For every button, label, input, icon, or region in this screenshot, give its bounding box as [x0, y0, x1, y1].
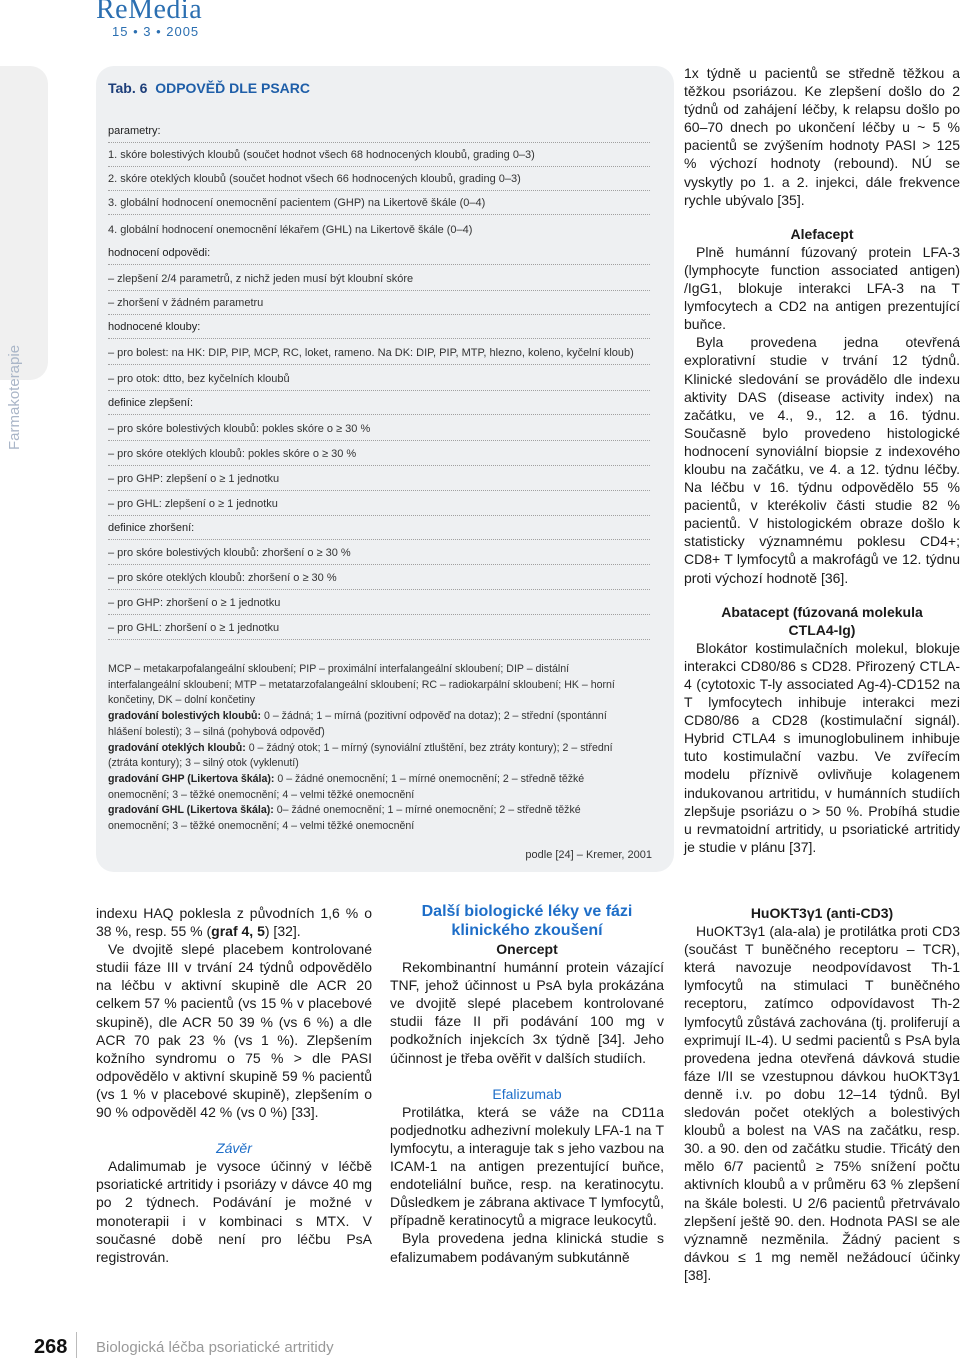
paragraph: Adalimumab je vysoce účinný v léčbě psoriatické artritidy i psoriázy v dávce 40 mg po 2 týdnech. Podávání je možné v monoterapii i v kombinaci s MTX. V současné době není pro léčbu PsA registrován. — [96, 1158, 372, 1265]
table-row: 1. skóre bolestivých kloubů (součet hodnot všech 68 hodnocených kloubů, grading 0–3) — [108, 146, 650, 167]
table-title: Tab. 6 ODPOVĚĎ DLE PSARC — [108, 80, 311, 96]
table-6 — [96, 66, 674, 872]
right-column-top — [684, 64, 960, 856]
table-legend — [108, 662, 636, 835]
left-column — [96, 904, 372, 1266]
huokt-heading: HuOKT3γ1 (anti-CD3) — [750, 905, 894, 921]
table-row: – pro skóre oteklých kloubů: zhoršení o ≥ 30 % — [108, 569, 650, 590]
footer-divider — [76, 1332, 77, 1358]
table-row: hodnocení odpovědi: — [108, 244, 650, 265]
paragraph: Byla provedena jedna otevřená explorativní studie v trvání 12 týdnů. Klinické sledování se provádělo dle indexu aktivity DAS (disease activity index) na začátku, ve 4., 9., 12. a 16. týdnu. Současně bylo provedeno histologické hodnocení synoviální biopsie z indexového kloubu na začátku, ve 4. a 12. týdnu léčby. Na léčbu v 16. týdnu odpovědělo 55 % pacientů, v kterékoliv části studie 82 % pacientů. V histologickém obraze došlo k statisticky významnému poklesu CD4+; CD8+ T lymfocytů a makrofágů ve 12. týdnu proti výchozí hodnotě [36]. — [684, 334, 960, 586]
table-row: 4. globální hodnocení onemocnění lékařem (GHL) na Likertově škále (0–4) — [108, 224, 473, 236]
paragraph: Ve dvojitě slepé placebem kontrolované studii fáze III v trvání 24 týdnů odpovědělo na léčbu v aktivní skupině dle ACR 20 celkem 57 % pacientů (vs 15 % v placebové skupině), dle ACR 50 39 % (vs 6 %) a dle ACR 70 pak 23 % (vs 1 %). Zlepšením kožního syndromu o 75 % > dle PASI odpovědělo v aktivní skupině 59 % pacientů (vs 1 % v placebové skupině), zlepšením o 90 % odpověděl 42 % (vs 0 %) [33]. — [96, 941, 372, 1121]
paragraph: indexu HAQ poklesla z původních 1,6 % o 38 %, resp. 55 % (graf 4, 5) [32]. — [96, 905, 372, 940]
paragraph: Blokátor kostimulačních molekul, blokuje interakci CD80/86 s CD28. Přirozený CTLA-4 (cytotoxic T-ly associated Ag-4)-CD152 na T lymfocytech inhibuje interakci mezi CD80/86 a CD28 (kostimulační signál). Hybrid CTLA4 s imunoglobulinem inhibuje tuto kostimulační vazbu. Ve zvířecím modelu příznivě ovlivňuje kolagenem indukovanou artritidu, v humánních studiích zlepšuje psoriázu o > 50 %. Probíhá studie u revmatoidní artritidy, u psoriatické artritidy je studie v plánu [37]. — [684, 639, 960, 855]
table-row: 2. skóre oteklých kloubů (součet hodnot všech 66 hodnocených kloubů, grading 0–3) — [108, 170, 650, 191]
conclusion-heading: Závěr — [216, 1140, 252, 1157]
legend-grading-ghl: gradování GHL (Likertova škála): 0– žádné onemocnění; 1 – mírné onemocnění; 2 – středně těžké onemocnění; 3 – těžké onemocnění; 4 – velmi těžké onemocnění — [108, 804, 581, 833]
alefacept-heading: Alefacept — [790, 225, 854, 242]
table-row: parametry: — [108, 122, 650, 143]
table-row: – pro GHL: zhoršení o ≥ 1 jednotku — [108, 619, 650, 640]
table-row: – pro GHP: zhoršení o ≥ 1 jednotku — [108, 594, 650, 615]
table-row: – pro skóre oteklých kloubů: pokles skóre o ≥ 30 % — [108, 445, 650, 466]
right-column-bottom — [684, 904, 960, 1284]
running-title: Biologická léčba psoriatické artritidy — [96, 1339, 334, 1356]
legend-grading-pain: gradování bolestivých kloubů: 0 – žádná; 1 – mírná (pozitivní odpověď na dotaz); 2 – střední (spontánní hlášení bolesti); 3 – silná (pohybová odpověď) — [108, 710, 607, 738]
paragraph: HuOKT3γ1 (ala-ala) je protilátka proti CD3 (součást T buněčného receptoru – TCR), která navozuje neodpovídavost Th-1 lymfocytů na stimulaci T buněčného receptoru, zatímco odpovídavost Th-2 lymfocytů zůstává zachována (tj. proliferují a exprimují IL-4). U sedmi pacientů s PsA byla provedena jedna otevřená dávková studie fáze I/II se vzestupnou dávkou huOKT3γ1 denně i.v. po dobu 12–14 týdnů. Byl sledován počet oteklých a bolestivých kloubů a bolest na VAS na začátku, resp. 30. a 90. den od začátku studie. Třicátý den mělo 6/7 pacientů ≥ 75% snížení počtu aktivních kloubů a v průměru 63 % zlepšení na škále bolesti. U 2/6 pacientů přetrvávalo zlepšení ještě 90. den. Hodnota PASI se ale významně nezměnila. Žádný pacient s dávkou ≤ 1 mg neměl nežádoucí účinky [38]. — [684, 923, 960, 1283]
table-row: – zhoršení v žádném parametru — [108, 294, 650, 315]
middle-column — [390, 902, 664, 1266]
abatacept-heading: Abatacept (fúzovaná molekula CTLA4-Ig) — [721, 603, 923, 638]
table-row: 3. globální hodnocení onemocnění pacientem (GHP) na Likertově škále (0–4) — [108, 194, 650, 215]
table-source: podle [24] – Kremer, 2001 — [525, 849, 652, 861]
section-label: Farmakoterapie — [6, 344, 23, 450]
table-row: – zlepšení 2/4 parametrů, z nichž jeden musí být kloubní skóre — [108, 270, 650, 291]
page-number: 268 — [34, 1336, 68, 1358]
onercept-heading: Onercept — [496, 941, 558, 957]
paragraph: Rekombinantní humánní protein vázající TNF, jehož účinnost u PsA byla prokázána ve dvojitě slepé placebem kontrolované studii fáze II při podávání 100 mg v podkožních injekcích 3x týdně [34]. Jeho účinnost je třeba ověřit v dalších studiích. — [390, 959, 664, 1066]
issue-number: 15 • 3 • 2005 — [112, 24, 200, 39]
paragraph: Plně humánní fúzovaný protein LFA-3 (lymphocyte function associated antigen) /IgG1, blokuje interakci LFA-3 na T lymfocytech a CD2 na antigen prezentující buňce. — [684, 243, 960, 333]
efalizumab-heading: Efalizumab — [492, 1085, 562, 1102]
table-row: – pro otok: dtto, bez kyčelních kloubů — [108, 370, 650, 391]
table-row: hodnocené klouby: — [108, 318, 650, 339]
table-row: – pro skóre bolestivých kloubů: zhoršení o ≥ 30 % — [108, 544, 650, 565]
table-row: – pro GHL: zlepšení o ≥ 1 jednotku — [108, 495, 650, 516]
paragraph: Protilátka, která se váže na CD11a podjednotku adhezivní molekuly LFA-1 na T lymfocytu, a interaguje tak s jeho vazbou na ICAM-1 na antigen prezentující buňce, endoteliální buňce, resp. na keratinocytu. Důsledkem je zábrana aktivace T lymfocytů, případně keratinocytů a migrace leukocytů. — [390, 1103, 664, 1229]
table-row: definice zlepšení: — [108, 394, 650, 415]
table-row: – pro GHP: zlepšení o ≥ 1 jednotku — [108, 470, 650, 491]
paragraph: Byla provedena jedna klinická studie s efalizumabem podávaným subkutánně — [390, 1230, 664, 1265]
table-row: – pro bolest: na HK: DIP, PIP, MCP, RC, loket, rameno. Na DK: DIP, PIP, MTP, hlezno, koleno, kyčelní kloub) — [108, 344, 650, 365]
legend-abbreviations: MCP – metakarpofalangeální skloubení; PIP – proximální interfalangeální skloubení; DIP – distální interfalangeální skloubení; MTP – metatarzofalangeální skloubení; RC – radiokarpální skloubení; HK – horní končetiny, DK – dolní končetiny — [108, 663, 615, 707]
table-row: – pro skóre bolestivých kloubů: pokles skóre o ≥ 30 % — [108, 420, 650, 441]
paragraph: 1x týdně u pacientů se středně těžkou a těžkou psoriázou. Ke zlepšení došlo do 2 týdnů od zahájení léčby, k relapsu došlo po 60–70 dnech po ukončení léčby u ~ 5 % pacientů se zvýšením hodnoty PASI > 125 % výchozí hodnoty (rebound). NÚ se vyskytly po 1. a 2. injekci, dále frekvence rychle ubývalo [35]. — [684, 65, 960, 208]
section-heading: Další biologické léky ve fázi klinického zkoušení — [421, 903, 633, 939]
table-row: definice zhoršení: — [108, 519, 650, 540]
journal-logo: ReMedia — [96, 0, 203, 25]
legend-grading-swelling: gradování oteklých kloubů: 0 – žádný otok; 1 – mírný (synoviální ztluštění, bez ztráty kontury); 2 – střední (ztráta kontury); 3 – silný otok (vyklenutí) — [108, 741, 613, 770]
legend-grading-ghp: gradování GHP (Likertova škála): 0 – žádné onemocnění; 1 – mírné onemocnění; 2 – středně těžké onemocnění; 3 – těžké onemocnění; 4 – velmi těžké onemocnění — [108, 772, 585, 801]
